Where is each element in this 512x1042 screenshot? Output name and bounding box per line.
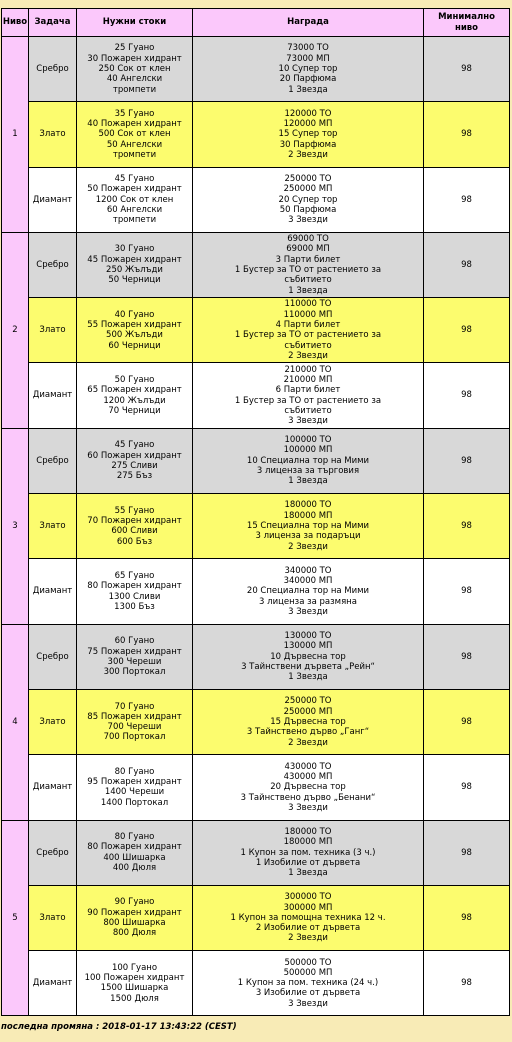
task-cell: Злато [29, 494, 77, 559]
goods-line: 700 Портокал [103, 732, 166, 743]
min-level-cell: 98 [424, 494, 510, 559]
goods-line: 1400 Череши [104, 787, 165, 798]
col-header-min-level [424, 9, 510, 37]
reward-line: 130000 ТО [284, 631, 332, 642]
task-cell: Сребро [29, 428, 77, 493]
goods-cell [77, 428, 193, 493]
table-row [2, 951, 510, 1016]
goods-cell [77, 689, 193, 754]
goods-line: 60 Черници [108, 340, 161, 351]
goods-line: тромпети [112, 215, 157, 226]
reward-line: 15 Супер тор [278, 129, 338, 140]
min-level-cell: 98 [424, 755, 510, 820]
task-cell: Сребро [29, 624, 77, 689]
reward-line: 3 лиценза за подаръци [255, 531, 361, 542]
reward-line: 2 Звезди [288, 149, 328, 160]
goods-line: 30 Пожарен хидрант [87, 53, 182, 64]
reward-line: 1 Звезда [288, 84, 328, 95]
task-cell: Сребро [29, 37, 77, 102]
goods-line: 60 Пожарен хидрант [87, 450, 182, 461]
goods-line: 1300 Бъз [114, 601, 155, 612]
col-header-level: Ниво [2, 9, 29, 37]
reward-line: 250000 ТО [284, 696, 332, 707]
reward-cell [193, 37, 424, 102]
goods-line: 85 Пожарен хидрант [87, 711, 182, 722]
table-row [2, 820, 510, 885]
task-cell: Диамант [29, 755, 77, 820]
reward-line: 500000 ТО [284, 957, 332, 968]
reward-line: 180000 МП [283, 510, 333, 521]
goods-line: 50 Ангелски [106, 139, 163, 150]
level-cell: 5 [2, 820, 29, 1016]
table-row [2, 494, 510, 559]
goods-line: 70 Пожарен хидрант [87, 515, 182, 526]
reward-line: 10 Специална тор на Мими [246, 455, 370, 466]
min-level-cell: 98 [424, 428, 510, 493]
goods-cell [77, 885, 193, 950]
table-row [2, 363, 510, 428]
reward-cell [193, 689, 424, 754]
task-cell: Диамант [29, 363, 77, 428]
table-row [2, 885, 510, 950]
reward-line: 20 Парфюма [279, 74, 337, 85]
goods-cell [77, 624, 193, 689]
table-body [2, 37, 510, 1016]
table-header [2, 9, 510, 37]
goods-cell [77, 951, 193, 1016]
col-header-reward: Награда [193, 9, 424, 37]
reward-line: 1 Купон за помощна техника 12 ч. [230, 912, 386, 923]
table-row [2, 755, 510, 820]
min-level-cell: 98 [424, 559, 510, 624]
task-cell: Злато [29, 689, 77, 754]
reward-line: 120000 МП [283, 119, 333, 129]
goods-cell [77, 755, 193, 820]
table-row [2, 37, 510, 102]
reward-line: 3 Звезди [288, 215, 328, 226]
min-level-cell: 98 [424, 298, 510, 363]
reward-line: 300000 МП [283, 902, 333, 913]
reward-line: 110000 ТО [284, 299, 332, 310]
reward-line: 2 Звезди [288, 541, 328, 552]
min-level-cell: 98 [424, 885, 510, 950]
goods-line: 40 Гуано [114, 309, 155, 320]
goods-cell [77, 559, 193, 624]
reward-line: 210000 ТО [284, 364, 332, 375]
goods-line: 95 Пожарен хидрант [87, 777, 182, 788]
table-row [2, 689, 510, 754]
reward-line: 1 Бустер за ТО от растението за [234, 395, 382, 406]
goods-cell [77, 167, 193, 232]
reward-line: 10 Дървесна тор [270, 651, 346, 662]
goods-line: 1500 Шишарка [100, 983, 169, 994]
reward-line: 3 Изобилие от дървета [255, 988, 361, 999]
goods-line: 1200 Сок от клен [95, 194, 174, 205]
reward-line: 180000 МП [283, 837, 333, 848]
level-cell: 1 [2, 37, 29, 233]
goods-line: 100 Пожарен хидрант [84, 973, 185, 983]
min-level-cell: 98 [424, 820, 510, 885]
reward-line: 3 Звезди [288, 998, 328, 1009]
task-cell: Сребро [29, 232, 77, 297]
table-row [2, 232, 510, 297]
goods-line: 800 Шишарка [103, 918, 166, 928]
reward-line: 250000 ТО [284, 174, 332, 184]
goods-line: 50 Черници [108, 275, 161, 286]
col-header-task: Задача [29, 9, 77, 37]
reward-cell [193, 298, 424, 363]
reward-line: 250000 МП [283, 706, 333, 717]
goods-line: 300 Череши [107, 656, 162, 667]
table-row [2, 167, 510, 232]
goods-line: 1200 Жълъди [103, 395, 166, 406]
reward-line: 4 Парти билет [275, 320, 341, 331]
reward-line: 73000 МП [286, 53, 330, 64]
reward-line: 3 Тайнствени дървета „Рейн“ [241, 661, 375, 672]
level-cell: 4 [2, 624, 29, 820]
goods-line: 1400 Портокал [100, 797, 169, 808]
goods-cell [77, 363, 193, 428]
task-cell: Сребро [29, 820, 77, 885]
task-cell: Злато [29, 102, 77, 167]
reward-line: 1 Изобилие от дървета [255, 857, 361, 868]
task-cell: Диамант [29, 167, 77, 232]
reward-line: 15 Специална тор на Мими [246, 521, 370, 532]
reward-line: 20 Дървесна тор [270, 782, 346, 793]
goods-cell [77, 494, 193, 559]
level-cell: 2 [2, 232, 29, 428]
reward-line: 69000 ТО [287, 234, 329, 245]
reward-line: 340000 ТО [284, 565, 332, 576]
reward-line: 20 Супер тор [278, 194, 338, 205]
reward-line: 1 Звезда [288, 672, 328, 683]
goods-line: 65 Гуано [114, 570, 155, 581]
reward-line: 1 Купон за пом. техника (24 ч.) [237, 978, 379, 989]
reward-line: 10 Супер тор [278, 64, 338, 74]
reward-cell [193, 167, 424, 232]
table-row [2, 428, 510, 493]
level-cell: 3 [2, 428, 29, 624]
goods-cell [77, 820, 193, 885]
goods-line: 55 Гуано [114, 505, 155, 516]
goods-line: 1300 Сливи [108, 591, 161, 602]
reward-line: 250000 МП [283, 184, 333, 195]
reward-line: 500000 МП [283, 967, 333, 978]
goods-line: 600 Сливи [111, 526, 158, 537]
reward-line: 3 Звезди [288, 606, 328, 617]
reward-line: 73000 ТО [287, 43, 329, 54]
reward-line: събитието [284, 405, 332, 416]
goods-line: 80 Гуано [114, 832, 155, 843]
reward-line: 1 Купон за пом. техника (3 ч.) [240, 847, 376, 858]
reward-line: 300000 ТО [284, 892, 332, 903]
reward-line: 15 Дървесна тор [270, 716, 346, 727]
reward-line: 120000 ТО [284, 108, 332, 119]
table-row [2, 298, 510, 363]
reward-line: 1 Бустер за ТО от растението за [234, 265, 382, 276]
reward-line: 2 Изобилие от дървета [255, 923, 361, 934]
goods-line: 45 Пожарен хидрант [87, 254, 182, 265]
goods-line: 70 Гуано [114, 701, 155, 712]
reward-line: 110000 МП [283, 309, 333, 320]
col-header-min-level-text: Минимално ниво [438, 12, 495, 33]
goods-line: 90 Гуано [114, 897, 155, 908]
reward-line: 340000 МП [283, 576, 333, 587]
goods-line: 600 Бъз [116, 536, 153, 547]
goods-line: 1500 Дюля [110, 993, 159, 1004]
goods-line: 500 Сок от клен [98, 129, 171, 140]
reward-line: 180000 ТО [284, 500, 332, 511]
goods-line: 250 Жълъди [106, 265, 163, 276]
reward-line: 430000 МП [283, 771, 333, 782]
goods-line: 50 Гуано [114, 375, 155, 386]
task-cell: Злато [29, 885, 77, 950]
min-level-cell: 98 [424, 951, 510, 1016]
reward-line: 1 Звезда [288, 868, 328, 879]
reward-cell [193, 363, 424, 428]
reward-line: 100000 МП [283, 445, 333, 456]
goods-line: 300 Портокал [103, 667, 166, 678]
goods-line: 275 Бъз [116, 471, 153, 482]
reward-cell [193, 232, 424, 297]
reward-line: 50 Парфюма [279, 204, 337, 215]
reward-line: 1 Звезда [288, 285, 328, 296]
goods-line: 40 Ангелски [106, 74, 163, 85]
goods-line: 35 Гуано [114, 108, 155, 119]
reward-line: 1 Звезда [288, 476, 328, 487]
reward-line: 69000 МП [286, 244, 330, 255]
min-level-cell: 98 [424, 102, 510, 167]
reward-line: 2 Звезди [288, 737, 328, 748]
min-level-cell: 98 [424, 363, 510, 428]
goods-line: 800 Дюля [112, 928, 157, 939]
reward-line: 3 Тайнствено дърво „Ганг“ [246, 727, 370, 738]
min-level-cell: 98 [424, 689, 510, 754]
task-cell: Злато [29, 298, 77, 363]
task-cell: Диамант [29, 559, 77, 624]
goods-line: 75 Пожарен хидрант [87, 646, 182, 657]
goods-line: 30 Гуано [114, 244, 155, 255]
reward-line: 3 лиценза за размяна [259, 596, 357, 607]
goods-line: 80 Пожарен хидрант [87, 581, 182, 592]
reward-line: 430000 ТО [284, 761, 332, 772]
goods-line: тромпети [112, 149, 157, 160]
reward-cell [193, 885, 424, 950]
last-change-footer: последна промяна : 2018-01-17 13:43:22 (CEST) [1, 1022, 237, 1032]
goods-line: 55 Пожарен хидрант [87, 320, 182, 331]
min-level-cell: 98 [424, 37, 510, 102]
goods-line: 60 Ангелски [106, 204, 163, 215]
goods-line: 65 Пожарен хидрант [87, 385, 182, 396]
goods-line: 45 Гуано [114, 440, 155, 451]
goods-line: тромпети [112, 84, 157, 95]
goods-line: 500 Жълъди [106, 330, 163, 341]
table-row [2, 102, 510, 167]
reward-line: 30 Парфюма [279, 139, 337, 150]
goods-line: 50 Пожарен хидрант [87, 184, 182, 195]
goods-line: 100 Гуано [111, 962, 158, 973]
reward-cell [193, 102, 424, 167]
goods-cell [77, 102, 193, 167]
table-row [2, 559, 510, 624]
goods-line: 90 Пожарен хидрант [87, 907, 182, 918]
reward-line: 20 Специална тор на Мими [246, 586, 370, 597]
reward-cell [193, 624, 424, 689]
reward-line: 100000 ТО [284, 435, 332, 446]
reward-cell [193, 951, 424, 1016]
reward-line: 1 Бустер за ТО от растението за [234, 330, 382, 341]
reward-line: 3 Парти билет [275, 254, 341, 265]
goods-line: 60 Гуано [114, 636, 155, 647]
reward-cell [193, 559, 424, 624]
reward-line: 2 Звезди [288, 933, 328, 944]
min-level-cell: 98 [424, 232, 510, 297]
goods-line: 700 Череши [107, 722, 162, 733]
goods-cell [77, 232, 193, 297]
min-level-cell: 98 [424, 624, 510, 689]
reward-cell [193, 820, 424, 885]
reward-line: събитието [284, 275, 332, 286]
goods-line: 400 Дюля [112, 863, 157, 873]
reward-line: 3 Тайнствено дърво „Бенани“ [240, 792, 376, 803]
reward-line: 180000 ТО [284, 826, 332, 837]
goods-line: 275 Сливи [111, 460, 158, 471]
goods-cell [77, 37, 193, 102]
reward-line: 6 Парти билет [275, 385, 341, 396]
goods-line: 70 Черници [108, 405, 161, 416]
reward-line: 130000 МП [283, 641, 333, 652]
reward-line: 2 Звезди [288, 350, 328, 361]
reward-cell [193, 428, 424, 493]
goods-line: 80 Гуано [114, 766, 155, 777]
goods-line: 80 Пожарен хидрант [87, 842, 182, 853]
min-level-cell: 98 [424, 167, 510, 232]
table-row [2, 624, 510, 689]
col-header-goods: Нужни стоки [77, 9, 193, 37]
reward-cell [193, 494, 424, 559]
goods-line: 25 Гуано [114, 43, 155, 54]
task-cell: Диамант [29, 951, 77, 1016]
reward-line: 3 Звезди [288, 802, 328, 813]
goods-line: 400 Шишарка [103, 852, 166, 863]
reward-line: 3 лиценза за търговия [256, 466, 360, 477]
goods-line: 40 Пожарен хидрант [87, 119, 182, 129]
goods-line: 45 Гуано [114, 174, 155, 184]
quest-table [1, 8, 510, 1016]
reward-cell [193, 755, 424, 820]
reward-line: 210000 МП [283, 375, 333, 386]
reward-line: 3 Звезди [288, 416, 328, 427]
goods-line: 250 Сок от клен [98, 64, 171, 74]
reward-line: събитието [284, 340, 332, 351]
goods-cell [77, 298, 193, 363]
